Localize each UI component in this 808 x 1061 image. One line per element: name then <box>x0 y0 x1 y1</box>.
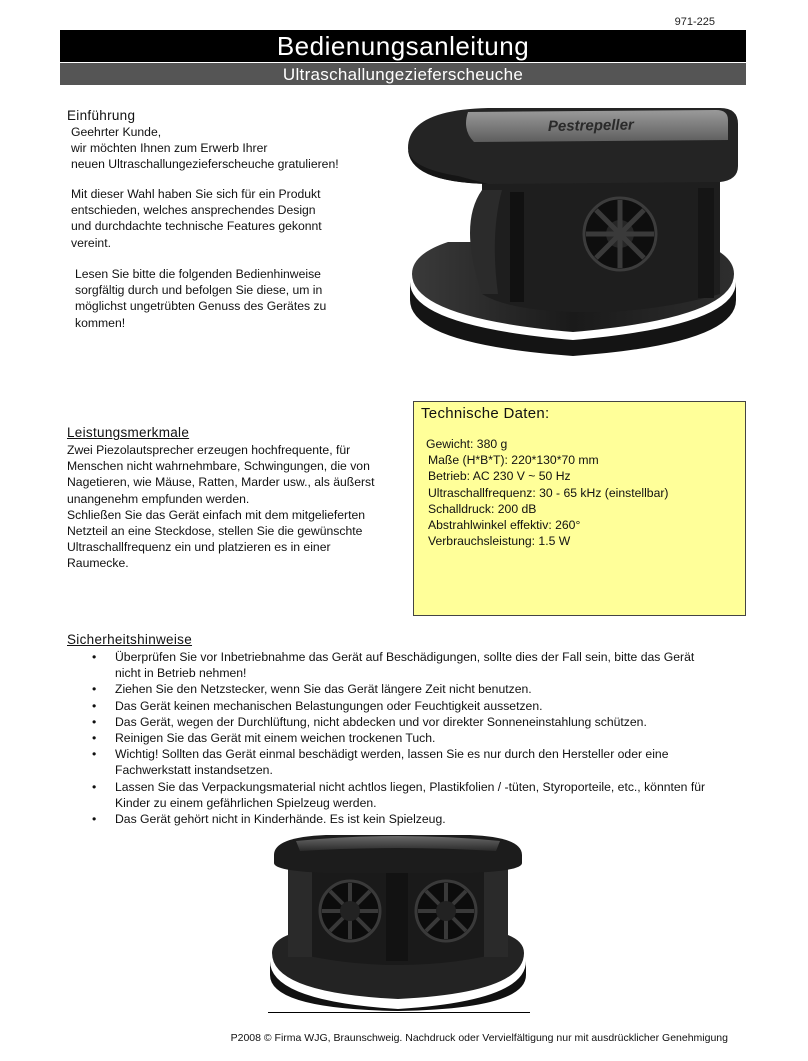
tech-spec-item: Abstrahlwinkel effektiv: 260° <box>428 518 581 533</box>
tech-specs-heading: Technische Daten: <box>421 405 550 422</box>
safety-item: • Das Gerät keinen mechanischen Belastungungen oder Feuchtigkeit aussetzen. <box>92 698 722 714</box>
safety-item: • Wichtig! Sollten das Gerät einmal beschädigt werden, lassen Sie es nur durch den Hersteller oder eine Fachwerkstatt instandsetzen. <box>92 746 722 778</box>
safety-item: • Reinigen Sie das Gerät mit einem weichen trockenen Tuch. <box>92 730 722 746</box>
footer-copyright: P2008 © Firma WJG, Braunschweig. Nachdruck oder Vervielfältigung nur mit ausdrücklicher Genehmigung <box>230 1032 728 1044</box>
intro-choice-paragraph: Mit dieser Wahl haben Sie sich für ein Produkt entschieden, welches ansprechendes Design und durchdachte technische Features gekonnt vereint. <box>71 187 322 250</box>
intro-greeting-paragraph: Geehrter Kunde, wir möchten Ihnen zum Erwerb Ihrer neuen Ultraschallungezieferscheuche gratulieren! <box>71 125 339 172</box>
tech-spec-item: Ultraschallfrequenz: 30 - 65 kHz (einstellbar) <box>428 485 669 500</box>
product-brand-label: Pestrepeller <box>547 116 634 135</box>
tech-spec-item: Verbrauchsleistung: 1.5 W <box>428 534 571 549</box>
safety-heading: Sicherheitshinweise <box>67 632 193 647</box>
intro-reading-paragraph: Lesen Sie bitte die folgenden Bedienhinweise sorgfältig durch und befolgen Sie diese, um in möglichst ungetrübten Genuss des Gerätes zu kommen! <box>75 267 327 330</box>
features-paragraph: Zwei Piezolautsprecher erzeugen hochfrequente, für Menschen nicht wahrnehmbare, Schwingungen, die von Nagetieren, wie Mäuse, Ratten, Marder usw., als äußerst unangenehm empfunden werden. Schließen Sie das Gerät einfach mit dem mitgelieferten Netzteil an eine Steckdose, stellen Sie die gewünschte Ultraschallfrequenz ein und platzieren es in einer Raumecke. <box>67 443 375 571</box>
page-title: Bedienungsanleitung <box>60 30 746 62</box>
document-number: 971-225 <box>674 16 715 28</box>
tech-spec-item: Maße (H*B*T): 220*130*70 mm <box>428 453 599 468</box>
tech-spec-item: Gewicht: 380 g <box>426 437 508 451</box>
page-subtitle: Ultraschallungezieferscheuche <box>60 63 746 85</box>
safety-item: • Überprüfen Sie vor Inbetriebnahme das Gerät auf Beschädigungen, sollte dies der Fall sein, bitte das Gerät nicht in Betrieb nehmen! <box>92 649 722 681</box>
safety-list <box>92 649 722 827</box>
features-heading: Leistungsmerkmale <box>67 425 190 440</box>
product-photo-top <box>398 104 748 366</box>
safety-item: • Das Gerät, wegen der Durchlüftung, nicht abdecken und vor direkter Sonneneinstahlung schützen. <box>92 714 722 730</box>
tech-specs-list <box>426 436 668 549</box>
tech-spec-item: Betrieb: AC 230 V ~ 50 Hz <box>428 469 571 484</box>
safety-item: • Ziehen Sie den Netzstecker, wenn Sie das Gerät längere Zeit nicht benutzen. <box>92 681 722 697</box>
tech-spec-item: Schalldruck: 200 dB <box>428 501 537 516</box>
tech-specs-box <box>413 401 746 616</box>
intro-heading: Einführung <box>67 108 136 123</box>
product-photo-bottom <box>266 833 530 1011</box>
safety-item: • Lassen Sie das Verpackungsmaterial nicht achtlos liegen, Plastikfolien / -tüten, Styroporteile, etc., könnten für Kinder zu einem gefährlichen Spielzeug werden. <box>92 779 722 811</box>
safety-item: • Das Gerät gehört nicht in Kinderhände. Es ist kein Spielzeug. <box>92 811 722 827</box>
footer-divider <box>268 1012 530 1013</box>
